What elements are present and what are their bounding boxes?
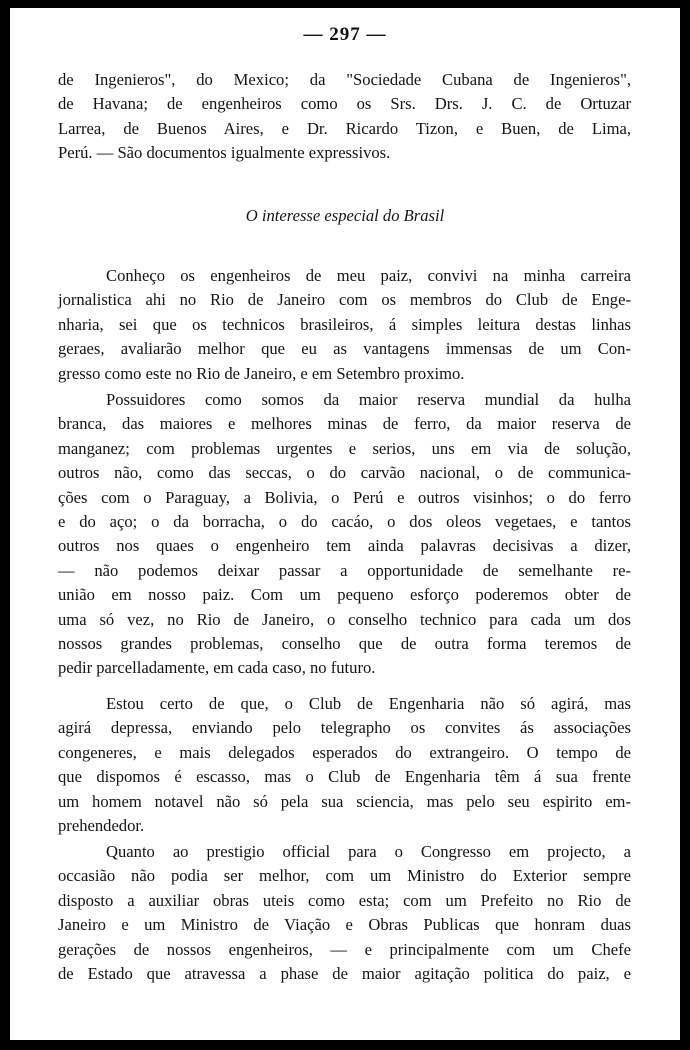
text-line: prehendedor.	[58, 815, 145, 835]
text-line: gerações de nossos engenheiros, — e principalmente com um Chefe	[58, 939, 631, 959]
text-line: de Havana; de engenheiros como os Srs. Drs. J. C. de Ortuzar	[58, 94, 631, 114]
text-line: gresso como este no Rio de Janeiro, e em Setembro proximo.	[58, 363, 465, 383]
text-line: manganez; com problemas urgentes e serios, uns em via de solução,	[58, 438, 631, 458]
text-line: Estou certo de que, o Club de Engenharia não só agirá, mas	[106, 694, 631, 713]
text-line: geraes, avaliarão melhor que eu as vantagens immensas de um Con-	[58, 339, 631, 359]
text-line: agirá depressa, enviando pelo telegrapho os convites ás associações	[58, 718, 631, 738]
paragraph-1	[58, 68, 631, 166]
text-line: congeneres, e mais delegados esperados do extrangeiro. O tempo de	[58, 742, 631, 762]
text-line: pedir parcelladamente, em cada caso, no futuro.	[58, 658, 376, 678]
section-heading: O interesse especial do Brasil	[245, 206, 445, 225]
text-line: Larrea, de Buenos Aires, e Dr. Ricardo Tizon, e Buen, de Lima,	[58, 118, 631, 138]
page-number: — 297 —	[303, 24, 387, 45]
text-line: jornalistica ahi no Rio de Janeiro com os membros do Club de Enge-	[58, 290, 631, 310]
text-line: Quanto ao prestigio official para o Congresso em projecto, a	[106, 842, 631, 861]
text-line: que dispomos é escasso, mas o Club de Engenharia têm á sua frente	[58, 767, 631, 787]
text-line: Perú. — São documentos igualmente expressivos.	[58, 143, 391, 163]
text-line: um homem notavel não só pela sua sciencia, mas pelo seu espirito em-	[58, 791, 631, 811]
text-line: uma só vez, no Rio de Janeiro, o conselho technico para cada um dos	[58, 609, 631, 629]
text-line: união em nosso paiz. Com um pequeno esforço poderemos obter de	[58, 585, 631, 605]
text-line: branca, das maiores e melhores minas de ferro, da maior reserva de	[58, 414, 631, 434]
text-line: disposto a auxiliar obras uteis como esta; com um Prefeito no Rio de	[58, 890, 631, 910]
text-line: de Ingenieros", do Mexico; da "Sociedade Cubana de Ingenieros",	[58, 70, 631, 89]
text-line: — não podemos deixar passar a opportunidade de semelhante re-	[58, 560, 631, 580]
document-page	[10, 8, 680, 1040]
text-line: occasião não podia ser melhor, com um Ministro do Exterior sempre	[58, 866, 631, 886]
text-line: de Estado que atravessa a phase de maior agitação politica do paiz, e	[58, 963, 631, 983]
paragraph-5	[58, 840, 631, 986]
text-line: Janeiro e um Ministro de Viação e Obras Publicas que honram duas	[58, 915, 631, 935]
text-line: outros nos quaes o engenheiro tem ainda palavras decisivas a dizer,	[58, 536, 631, 556]
text-line: e do aço; o da borracha, o do cacáo, o dos oleos vegetaes, e tantos	[58, 511, 631, 531]
text-line: ções com o Paraguay, a Bolivia, o Perú e outros visinhos; o do ferro	[58, 487, 631, 507]
text-line: nossos grandes problemas, conselho que de outra forma teremos de	[58, 633, 631, 653]
paragraph-3	[58, 388, 631, 681]
text-line: nharia, sei que os technicos brasileiros, á simples leitura destas linhas	[58, 314, 631, 334]
paragraph-2	[58, 264, 631, 386]
paragraph-4	[58, 692, 631, 838]
text-line: outros não, como das seccas, o do carvão nacional, o de communica-	[58, 463, 631, 483]
text-line: Conheço os engenheiros de meu paiz, convivi na minha carreira	[106, 266, 631, 285]
text-line: Possuidores como somos da maior reserva mundial da hulha	[106, 390, 631, 409]
